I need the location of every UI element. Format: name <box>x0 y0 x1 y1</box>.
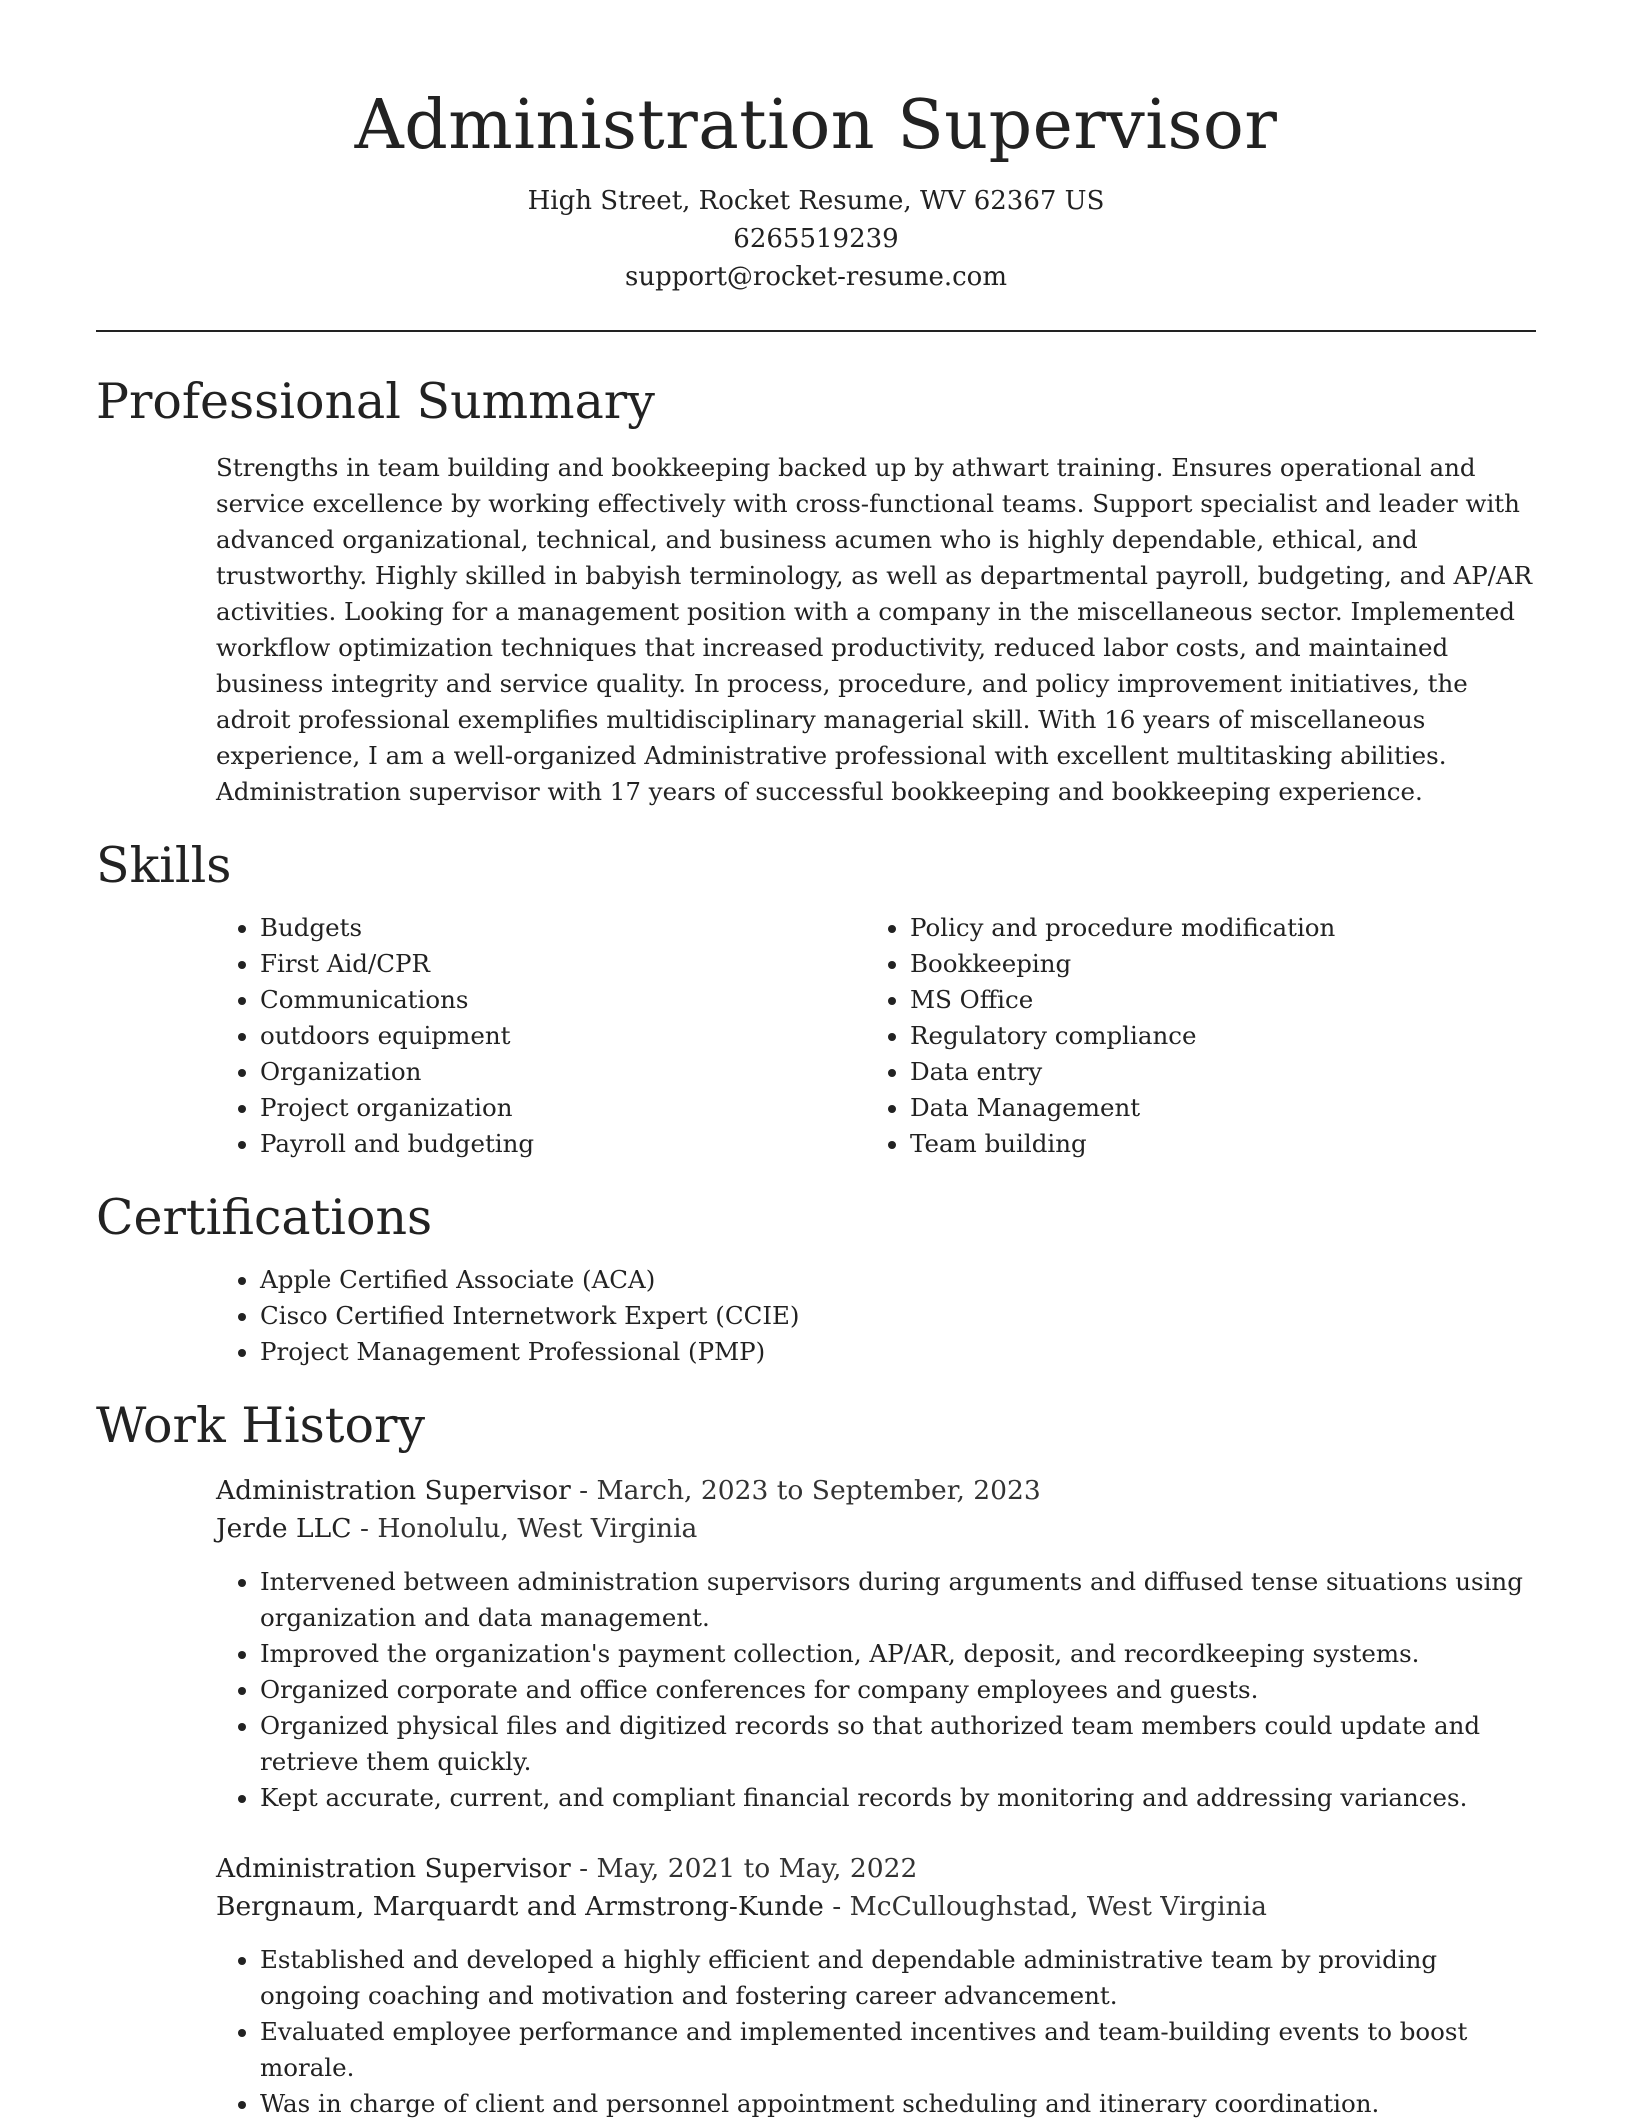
list-item: • First Aid/CPR <box>260 946 866 982</box>
job-role: Administration Supervisor <box>216 1853 571 1884</box>
summary-text: Strengths in team building and bookkeeping backed up by athwart training. Ensures operational and service excellence by working effectively with cross-functional teams. Support specialist and leader with advanced organizational, technical, and business acumen who is highly dependable, ethical, and trustworthy. Highly skilled in babyish terminology, as well as departmental payroll, budgeting, and AP/AR activities. Looking for a management position with a company in the miscellaneous sector. Implemented workflow optimization techniques that increased productivity, reduced labor costs, and maintained business integrity and service quality. In process, procedure, and policy improvement initiatives, the adroit professional exemplifies multidisciplinary managerial skill. With 16 years of miscellaneous experience, I am a well-organized Administrative professional with excellent multitasking abilities. Administration supervisor with 17 years of successful bookkeeping and bookkeeping experience. <box>216 453 1533 806</box>
list-item: • Communications <box>260 982 866 1018</box>
list-item: • Apple Certified Associate (ACA) <box>260 1262 1536 1298</box>
job-dates: - March, 2023 to September, 2023 <box>570 1475 1041 1506</box>
list-item: • MS Office <box>910 982 1516 1018</box>
list-item: • Budgets <box>260 910 866 946</box>
job-bullets <box>216 1942 1536 2122</box>
list-item: • Organized physical files and digitized records so that authorized team members could update and retrieve them quickly. <box>260 1708 1536 1780</box>
job-company-line <box>216 1510 1536 1548</box>
summary-section <box>96 372 1536 810</box>
email-address: support@rocket-resume.com <box>624 262 1007 292</box>
list-item: • Cisco Certified Internetwork Expert (CCIE) <box>260 1298 1536 1334</box>
address: High Street, Rocket Resume, WV 62367 US <box>527 186 1105 216</box>
skills-heading: Skills <box>96 837 232 894</box>
job-bullets <box>216 1564 1536 1816</box>
job-dates: - May, 2021 to May, 2022 <box>570 1853 918 1884</box>
list-item: • Data entry <box>910 1054 1516 1090</box>
contact-block <box>96 182 1536 296</box>
work-history-heading: Work History <box>96 1397 426 1454</box>
job-location: - Honolulu, West Virginia <box>351 1513 698 1544</box>
list-item: • Project Management Professional (PMP) <box>260 1334 1536 1370</box>
list-item: • Policy and procedure modification <box>910 910 1516 946</box>
skills-column-right <box>866 910 1516 1162</box>
job-role: Administration Supervisor <box>216 1475 571 1506</box>
list-item: • Organization <box>260 1054 866 1090</box>
list-item: • Data Management <box>910 1090 1516 1126</box>
list-item: • Bookkeeping <box>910 946 1516 982</box>
header-divider <box>96 330 1536 332</box>
list-item: • Kept accurate, current, and compliant financial records by monitoring and addressing variances. <box>260 1780 1536 1816</box>
resume-header <box>96 0 1536 296</box>
certifications-section <box>96 1188 1536 1370</box>
skills-section <box>96 836 1536 1162</box>
list-item: • Evaluated employee performance and implemented incentives and team-building events to boost morale. <box>260 2014 1536 2086</box>
certifications-heading: Certifications <box>96 1189 433 1246</box>
job-entry <box>216 1850 1536 2122</box>
job-entry <box>216 1472 1536 1816</box>
list-item: • Project organization <box>260 1090 866 1126</box>
job-title-line <box>216 1472 1536 1510</box>
summary-heading: Professional Summary <box>96 373 655 430</box>
job-location: - McCulloughstad, West Virginia <box>823 1891 1267 1922</box>
job-company: Bergnaum, Marquardt and Armstrong-Kunde <box>216 1891 824 1922</box>
list-item: • Was in charge of client and personnel appointment scheduling and itinerary coordination. <box>260 2086 1536 2122</box>
list-item: • outdoors equipment <box>260 1018 866 1054</box>
candidate-name: Administration Supervisor <box>354 86 1278 165</box>
list-item: • Established and developed a highly efficient and dependable administrative team by providing ongoing coaching and motivation and fostering career advancement. <box>260 1942 1536 2014</box>
skills-grid <box>216 910 1536 1162</box>
list-item: • Improved the organization's payment collection, AP/AR, deposit, and recordkeeping systems. <box>260 1636 1536 1672</box>
job-company: Jerde LLC <box>216 1513 352 1544</box>
job-title-line <box>216 1850 1536 1888</box>
skills-column-left <box>216 910 866 1162</box>
list-item: • Team building <box>910 1126 1516 1162</box>
resume-page <box>96 0 1536 2122</box>
list-item: • Regulatory compliance <box>910 1018 1516 1054</box>
work-history-section <box>96 1396 1536 2122</box>
list-item: • Intervened between administration supervisors during arguments and diffused tense situations using organization and data management. <box>260 1564 1536 1636</box>
list-item: • Organized corporate and office conferences for company employees and guests. <box>260 1672 1536 1708</box>
list-item: • Payroll and budgeting <box>260 1126 866 1162</box>
phone-number: 6265519239 <box>733 224 899 254</box>
job-company-line <box>216 1888 1536 1926</box>
certifications-list <box>216 1262 1536 1370</box>
